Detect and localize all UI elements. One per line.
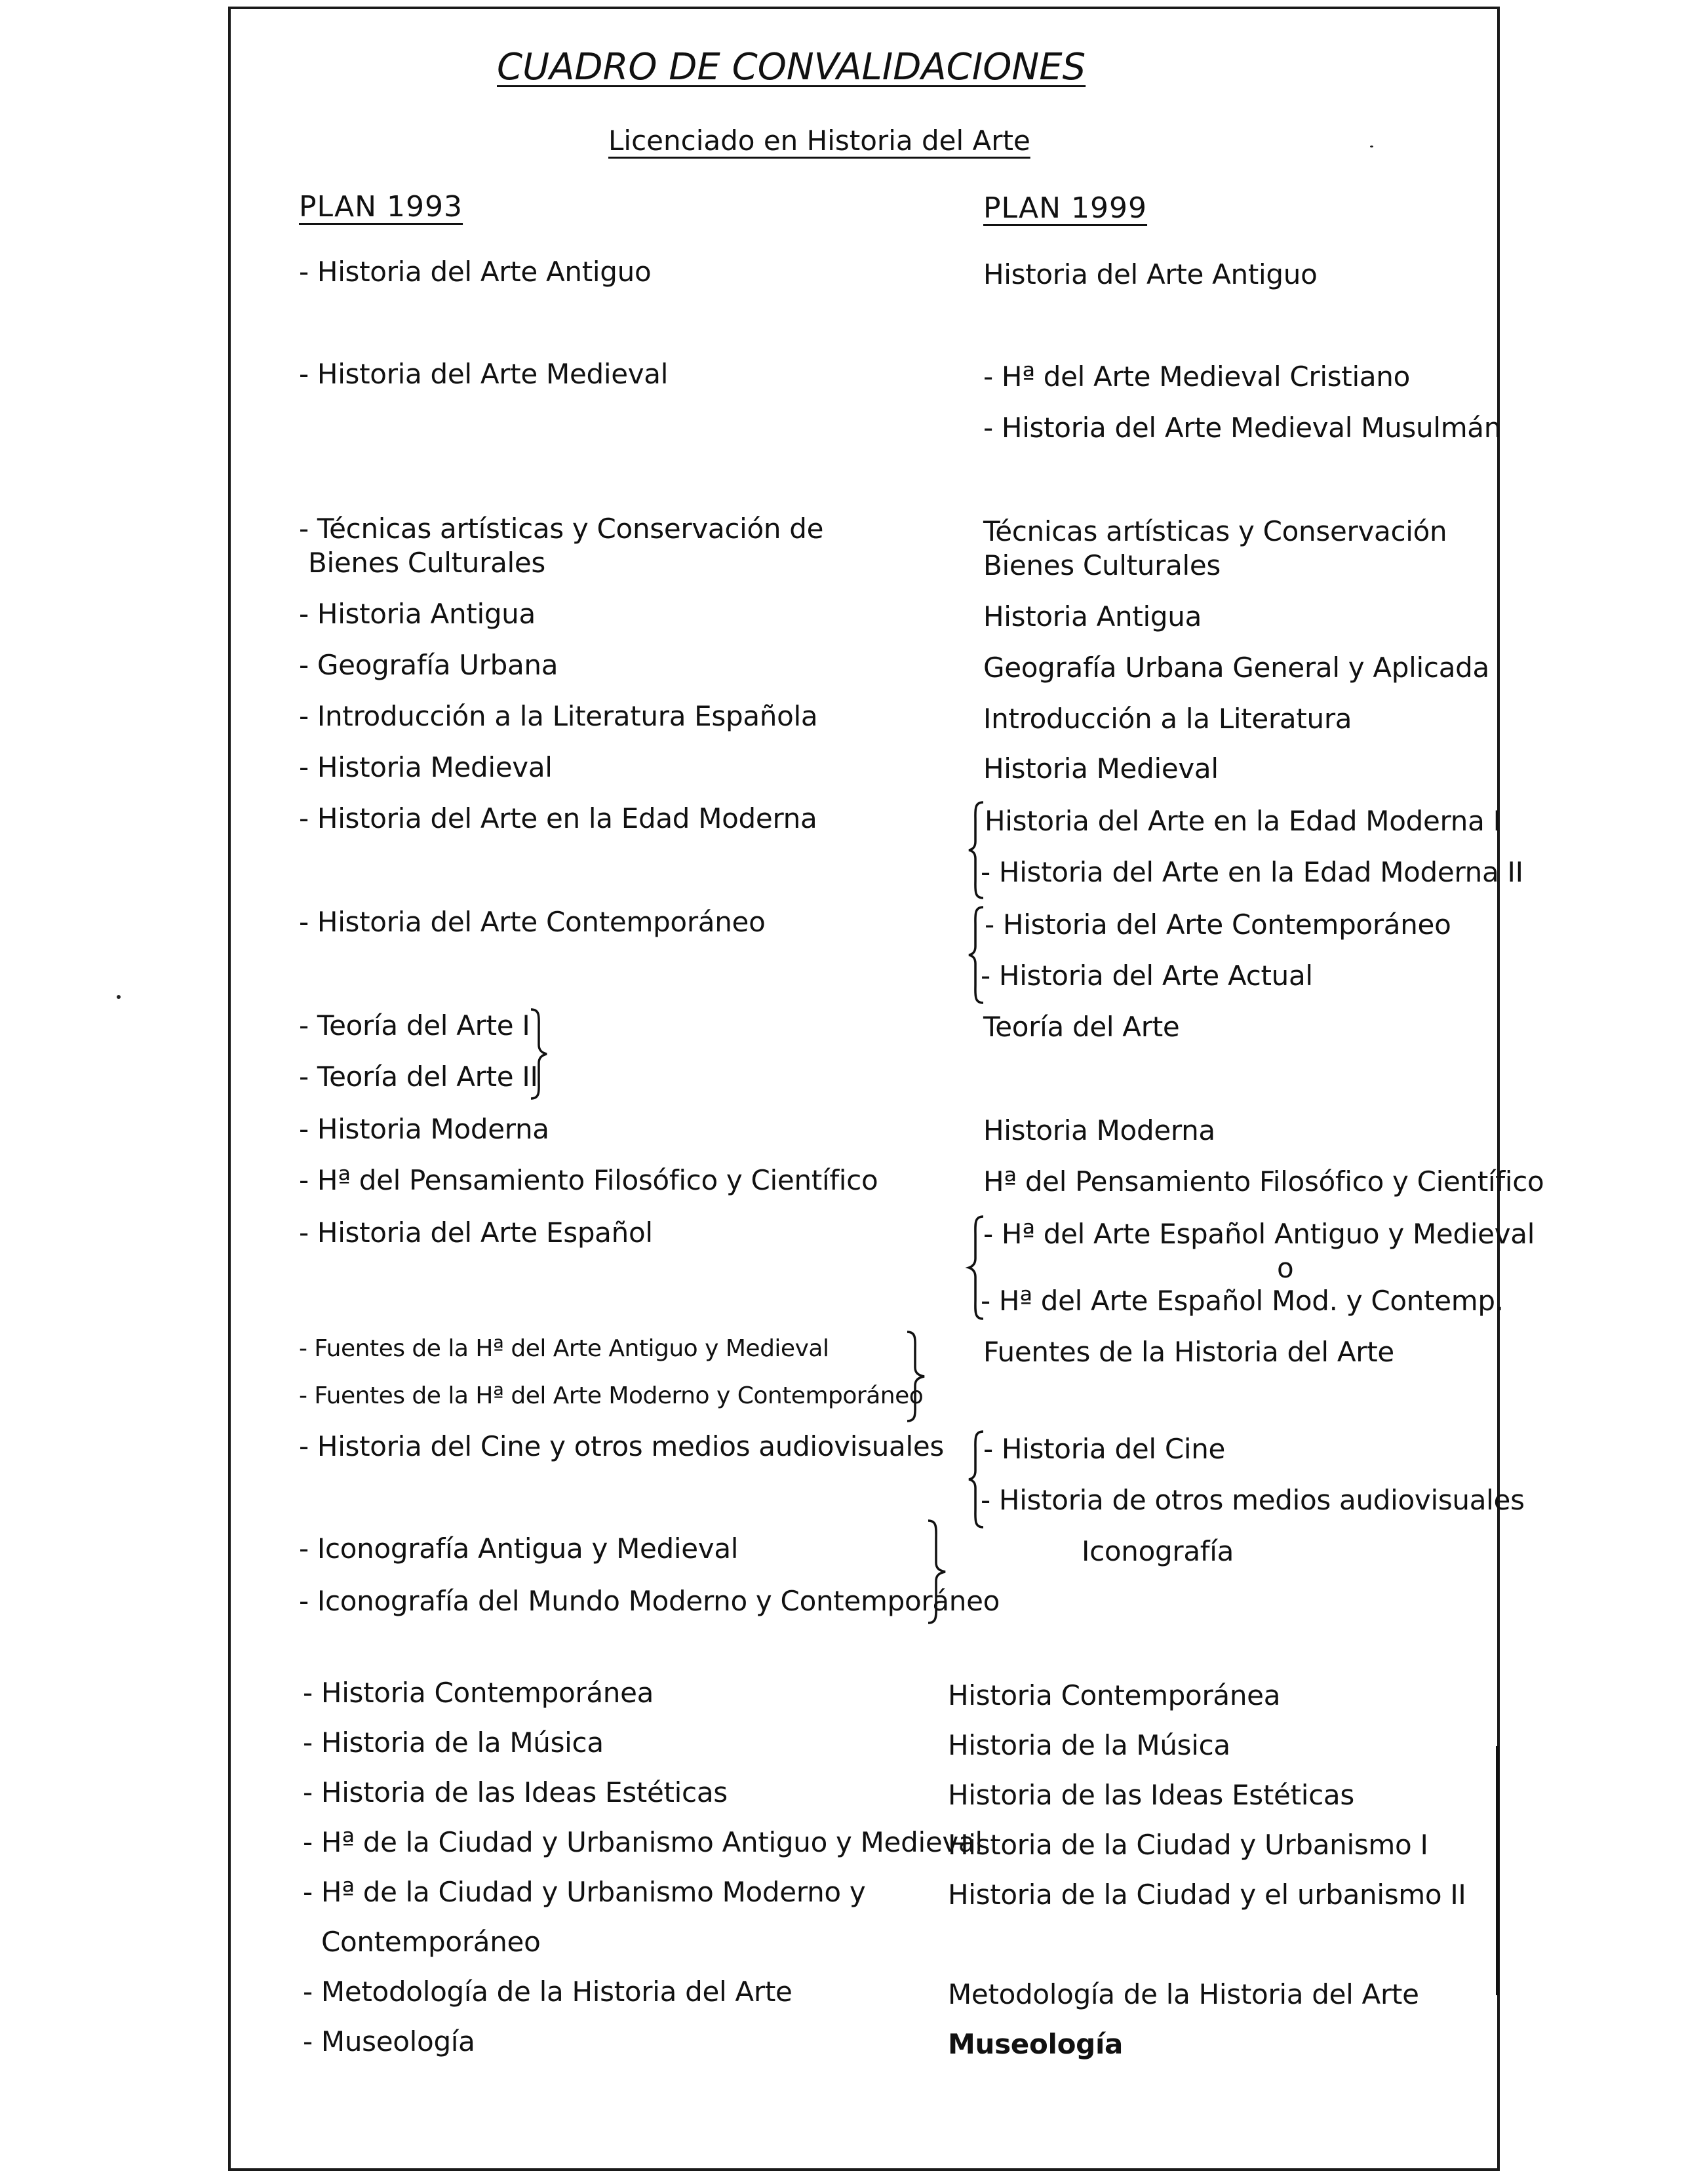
right-item: Teoría del Arte bbox=[983, 1011, 1180, 1043]
right-item: Bienes Culturales bbox=[983, 549, 1221, 581]
right-item: Historia del Arte en la Edad Moderna I bbox=[985, 805, 1501, 837]
brace-left-icon bbox=[968, 1430, 987, 1529]
right-item: - Historia del Cine bbox=[983, 1433, 1226, 1465]
left-item: - Fuentes de la Hª del Arte Moderno y Contemporáneo bbox=[299, 1382, 924, 1409]
left-item: Contemporáneo bbox=[321, 1926, 541, 1958]
brace-left-icon bbox=[968, 1215, 987, 1320]
left-item: - Hª de la Ciudad y Urbanismo Moderno y bbox=[303, 1876, 866, 1908]
right-item: - Historia del Arte Medieval Musulmán bbox=[983, 412, 1502, 444]
left-item: - Técnicas artísticas y Conservación de bbox=[299, 513, 824, 545]
left-item: - Geografía Urbana bbox=[299, 649, 558, 681]
left-item: - Fuentes de la Hª del Arte Antiguo y Medieval bbox=[299, 1335, 829, 1362]
left-item: - Historia de las Ideas Estéticas bbox=[303, 1776, 728, 1808]
left-item: - Museología bbox=[303, 2025, 475, 2057]
right-item: - Historia del Arte Contemporáneo bbox=[985, 908, 1451, 941]
right-item: Metodología de la Historia del Arte bbox=[948, 1978, 1419, 2010]
right-item: Historia de la Música bbox=[948, 1729, 1230, 1761]
brace-right-icon bbox=[926, 1519, 949, 1624]
left-item: - Historia del Arte en la Edad Moderna bbox=[299, 802, 817, 834]
scan-speck bbox=[117, 995, 121, 999]
left-item: - Historia del Arte Contemporáneo bbox=[299, 906, 766, 938]
right-item: Historia de la Ciudad y el urbanismo II bbox=[948, 1879, 1466, 1911]
right-item: - Historia de otros medios audiovisuales bbox=[981, 1484, 1525, 1516]
right-item: Técnicas artísticas y Conservación bbox=[983, 515, 1447, 547]
left-item: - Hª de la Ciudad y Urbanismo Antiguo y Medieval bbox=[303, 1826, 983, 1858]
left-item: - Historia del Arte Antiguo bbox=[299, 256, 652, 288]
right-item: Historia de la Ciudad y Urbanismo I bbox=[948, 1829, 1428, 1861]
right-item: - Historia del Arte Actual bbox=[981, 960, 1313, 992]
left-item: - Introducción a la Literatura Española bbox=[299, 700, 818, 732]
left-item: - Historia Contemporánea bbox=[303, 1677, 654, 1709]
left-item: - Historia del Arte Medieval bbox=[299, 358, 669, 390]
right-item: Historia de las Ideas Estéticas bbox=[948, 1779, 1354, 1811]
right-item: Geografía Urbana General y Aplicada bbox=[983, 652, 1489, 684]
left-item: - Hª del Pensamiento Filosófico y Científico bbox=[299, 1164, 878, 1196]
right-item: Historia Antigua bbox=[983, 600, 1202, 633]
right-item: - Historia del Arte en la Edad Moderna II bbox=[981, 856, 1523, 888]
left-item: - Historia Antigua bbox=[299, 598, 536, 630]
scan-edge-mark bbox=[1496, 1746, 1499, 1995]
right-item: Historia Contemporánea bbox=[948, 1679, 1281, 1711]
page-subtitle: Licenciado en Historia del Arte bbox=[608, 125, 1030, 157]
left-item: - Iconografía del Mundo Moderno y Contemporáneo bbox=[299, 1585, 1000, 1617]
left-item: - Historia del Arte Español bbox=[299, 1217, 653, 1249]
right-item: - Hª del Arte Español Mod. y Contemp. bbox=[981, 1285, 1504, 1317]
right-item: Iconografía bbox=[1082, 1535, 1234, 1567]
right-item: Museología bbox=[948, 2028, 1124, 2060]
right-item: Introducción a la Literatura bbox=[983, 703, 1352, 735]
brace-left-icon bbox=[968, 906, 987, 1004]
left-item: - Historia del Cine y otros medios audiovisuales bbox=[299, 1430, 944, 1462]
right-item: Fuentes de la Historia del Arte bbox=[983, 1336, 1394, 1368]
left-item: - Historia de la Música bbox=[303, 1726, 604, 1759]
brace-right-icon bbox=[905, 1331, 928, 1422]
right-column-header: PLAN 1999 bbox=[983, 191, 1148, 225]
left-item: - Teoría del Arte I bbox=[299, 1009, 530, 1042]
left-item: Bienes Culturales bbox=[308, 547, 546, 579]
scan-speck bbox=[1370, 146, 1373, 147]
brace-left-icon bbox=[968, 801, 987, 899]
left-item: - Historia Moderna bbox=[299, 1113, 549, 1145]
right-item: Historia Moderna bbox=[983, 1114, 1215, 1146]
right-item: Historia Medieval bbox=[983, 752, 1219, 785]
right-item: - Hª del Arte Español Antiguo y Medieval bbox=[983, 1218, 1535, 1250]
right-item: - Hª del Arte Medieval Cristiano bbox=[983, 361, 1410, 393]
left-item: - Iconografía Antigua y Medieval bbox=[299, 1532, 739, 1565]
left-item: - Metodología de la Historia del Arte bbox=[303, 1976, 793, 2008]
left-item: - Historia Medieval bbox=[299, 751, 553, 783]
brace-right-icon bbox=[528, 1008, 551, 1100]
right-item: Historia del Arte Antiguo bbox=[983, 258, 1318, 290]
left-column-header: PLAN 1993 bbox=[299, 190, 463, 224]
left-item: - Teoría del Arte II bbox=[299, 1061, 538, 1093]
right-item: Hª del Pensamiento Filosófico y Científico bbox=[983, 1165, 1544, 1198]
page-title: CUADRO DE CONVALIDACIONES bbox=[497, 46, 1086, 88]
right-item-or: o bbox=[1277, 1252, 1294, 1284]
